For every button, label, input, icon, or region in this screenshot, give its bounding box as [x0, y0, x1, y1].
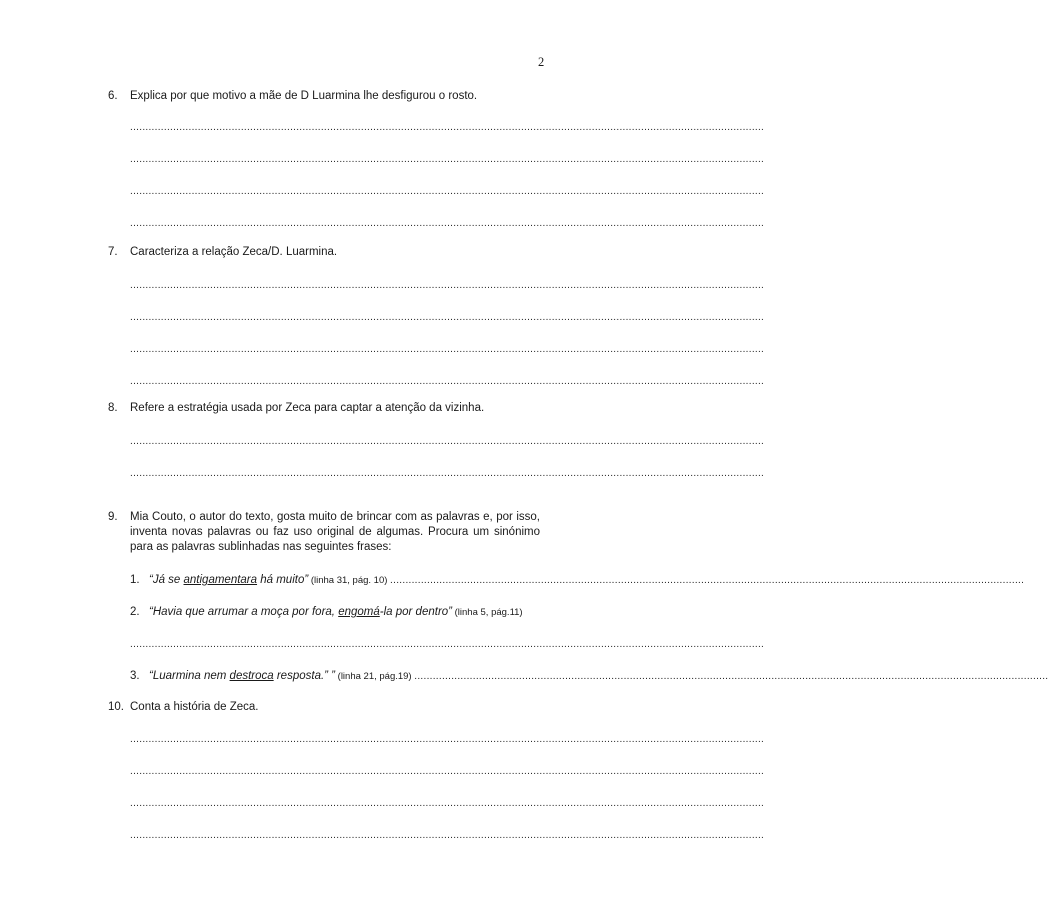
answer-line[interactable]: .............................................................................................................................................................................................................. [130, 734, 765, 745]
answer-line[interactable]: .............................................................................................................................................................................................................. [130, 436, 765, 447]
question-number: 9. [108, 511, 118, 523]
question-text: Refere a estratégia usada por Zeca para captar a atenção da vizinha. [130, 402, 485, 414]
quote: “Havia que arrumar a moça por fora, engomá-la por dentro” [149, 606, 452, 618]
answer-line[interactable]: .............................................................................................................................................................................................................. [130, 218, 765, 229]
page-number: 2 [538, 55, 545, 69]
underlined-word: engomá [338, 606, 380, 618]
sub-item-number: 3. [130, 670, 140, 682]
answer-line[interactable]: .............................................................................................................................................................................................................. [130, 376, 765, 387]
quote: “Luarmina nem destroca resposta.” ” [149, 670, 336, 682]
answer-line[interactable]: .............................................................................................................................................................................................................. [130, 122, 765, 133]
line-reference: (linha 21, pág.19) [335, 671, 415, 682]
answer-line[interactable]: .............................................................................................................................................................................................................. [130, 639, 765, 650]
question-number: 10. [108, 701, 124, 713]
sub-item-3 [130, 669, 1048, 684]
answer-line[interactable]: .............................................................................................................................................................................................................. [130, 830, 765, 841]
question-text: Mia Couto, o autor do texto, gosta muito de brincar com as palavras e, por isso, inventa novas palavras ou faz uso original de algumas. Procura um sinónimo para as palavras sublinhadas nas seguintes frases: [130, 511, 540, 553]
answer-line[interactable]: .............................................................................................................................................................................................................. [130, 186, 765, 197]
question-text: Explica por que motivo a mãe de D Luarmina lhe desfigurou o rosto. [130, 90, 478, 102]
quote: “Já se antigamentara há muito” [149, 574, 309, 586]
sub-item-number: 1. [130, 574, 140, 586]
line-reference: (linha 5, pág.11) [452, 607, 523, 618]
answer-line[interactable]: .............................................................................................................................................................................................................. [130, 312, 765, 323]
answer-line[interactable]: .............................................................................................................................................................................................................. [130, 154, 765, 165]
answer-line[interactable]: .............................................................................................................................................................................................................. [130, 468, 765, 479]
answer-line[interactable]: .............................................................................................................................................................................................................. [390, 575, 1025, 586]
question-text: Caracteriza a relação Zeca/D. Luarmina. [130, 246, 338, 258]
sub-item-2 [130, 605, 542, 620]
underlined-word: destroca [229, 670, 274, 682]
answer-line[interactable]: .............................................................................................................................................................................................................. [130, 280, 765, 291]
answer-line[interactable]: .............................................................................................................................................................................................................. [130, 766, 765, 777]
answer-line[interactable]: .............................................................................................................................................................................................................. [130, 344, 765, 355]
question-text: Conta a história de Zeca. [130, 701, 259, 713]
question-number: 6. [108, 90, 118, 102]
answer-line[interactable]: .............................................................................................................................................................................................................. [414, 671, 1048, 682]
answer-line[interactable]: .............................................................................................................................................................................................................. [130, 798, 765, 809]
underlined-word: antigamentara [183, 574, 258, 586]
question-number: 8. [108, 402, 118, 414]
sub-item-1 [130, 573, 1025, 588]
line-reference: (linha 31, pág. 10) [308, 575, 391, 586]
question-number: 7. [108, 246, 118, 258]
sub-item-number: 2. [130, 606, 140, 618]
